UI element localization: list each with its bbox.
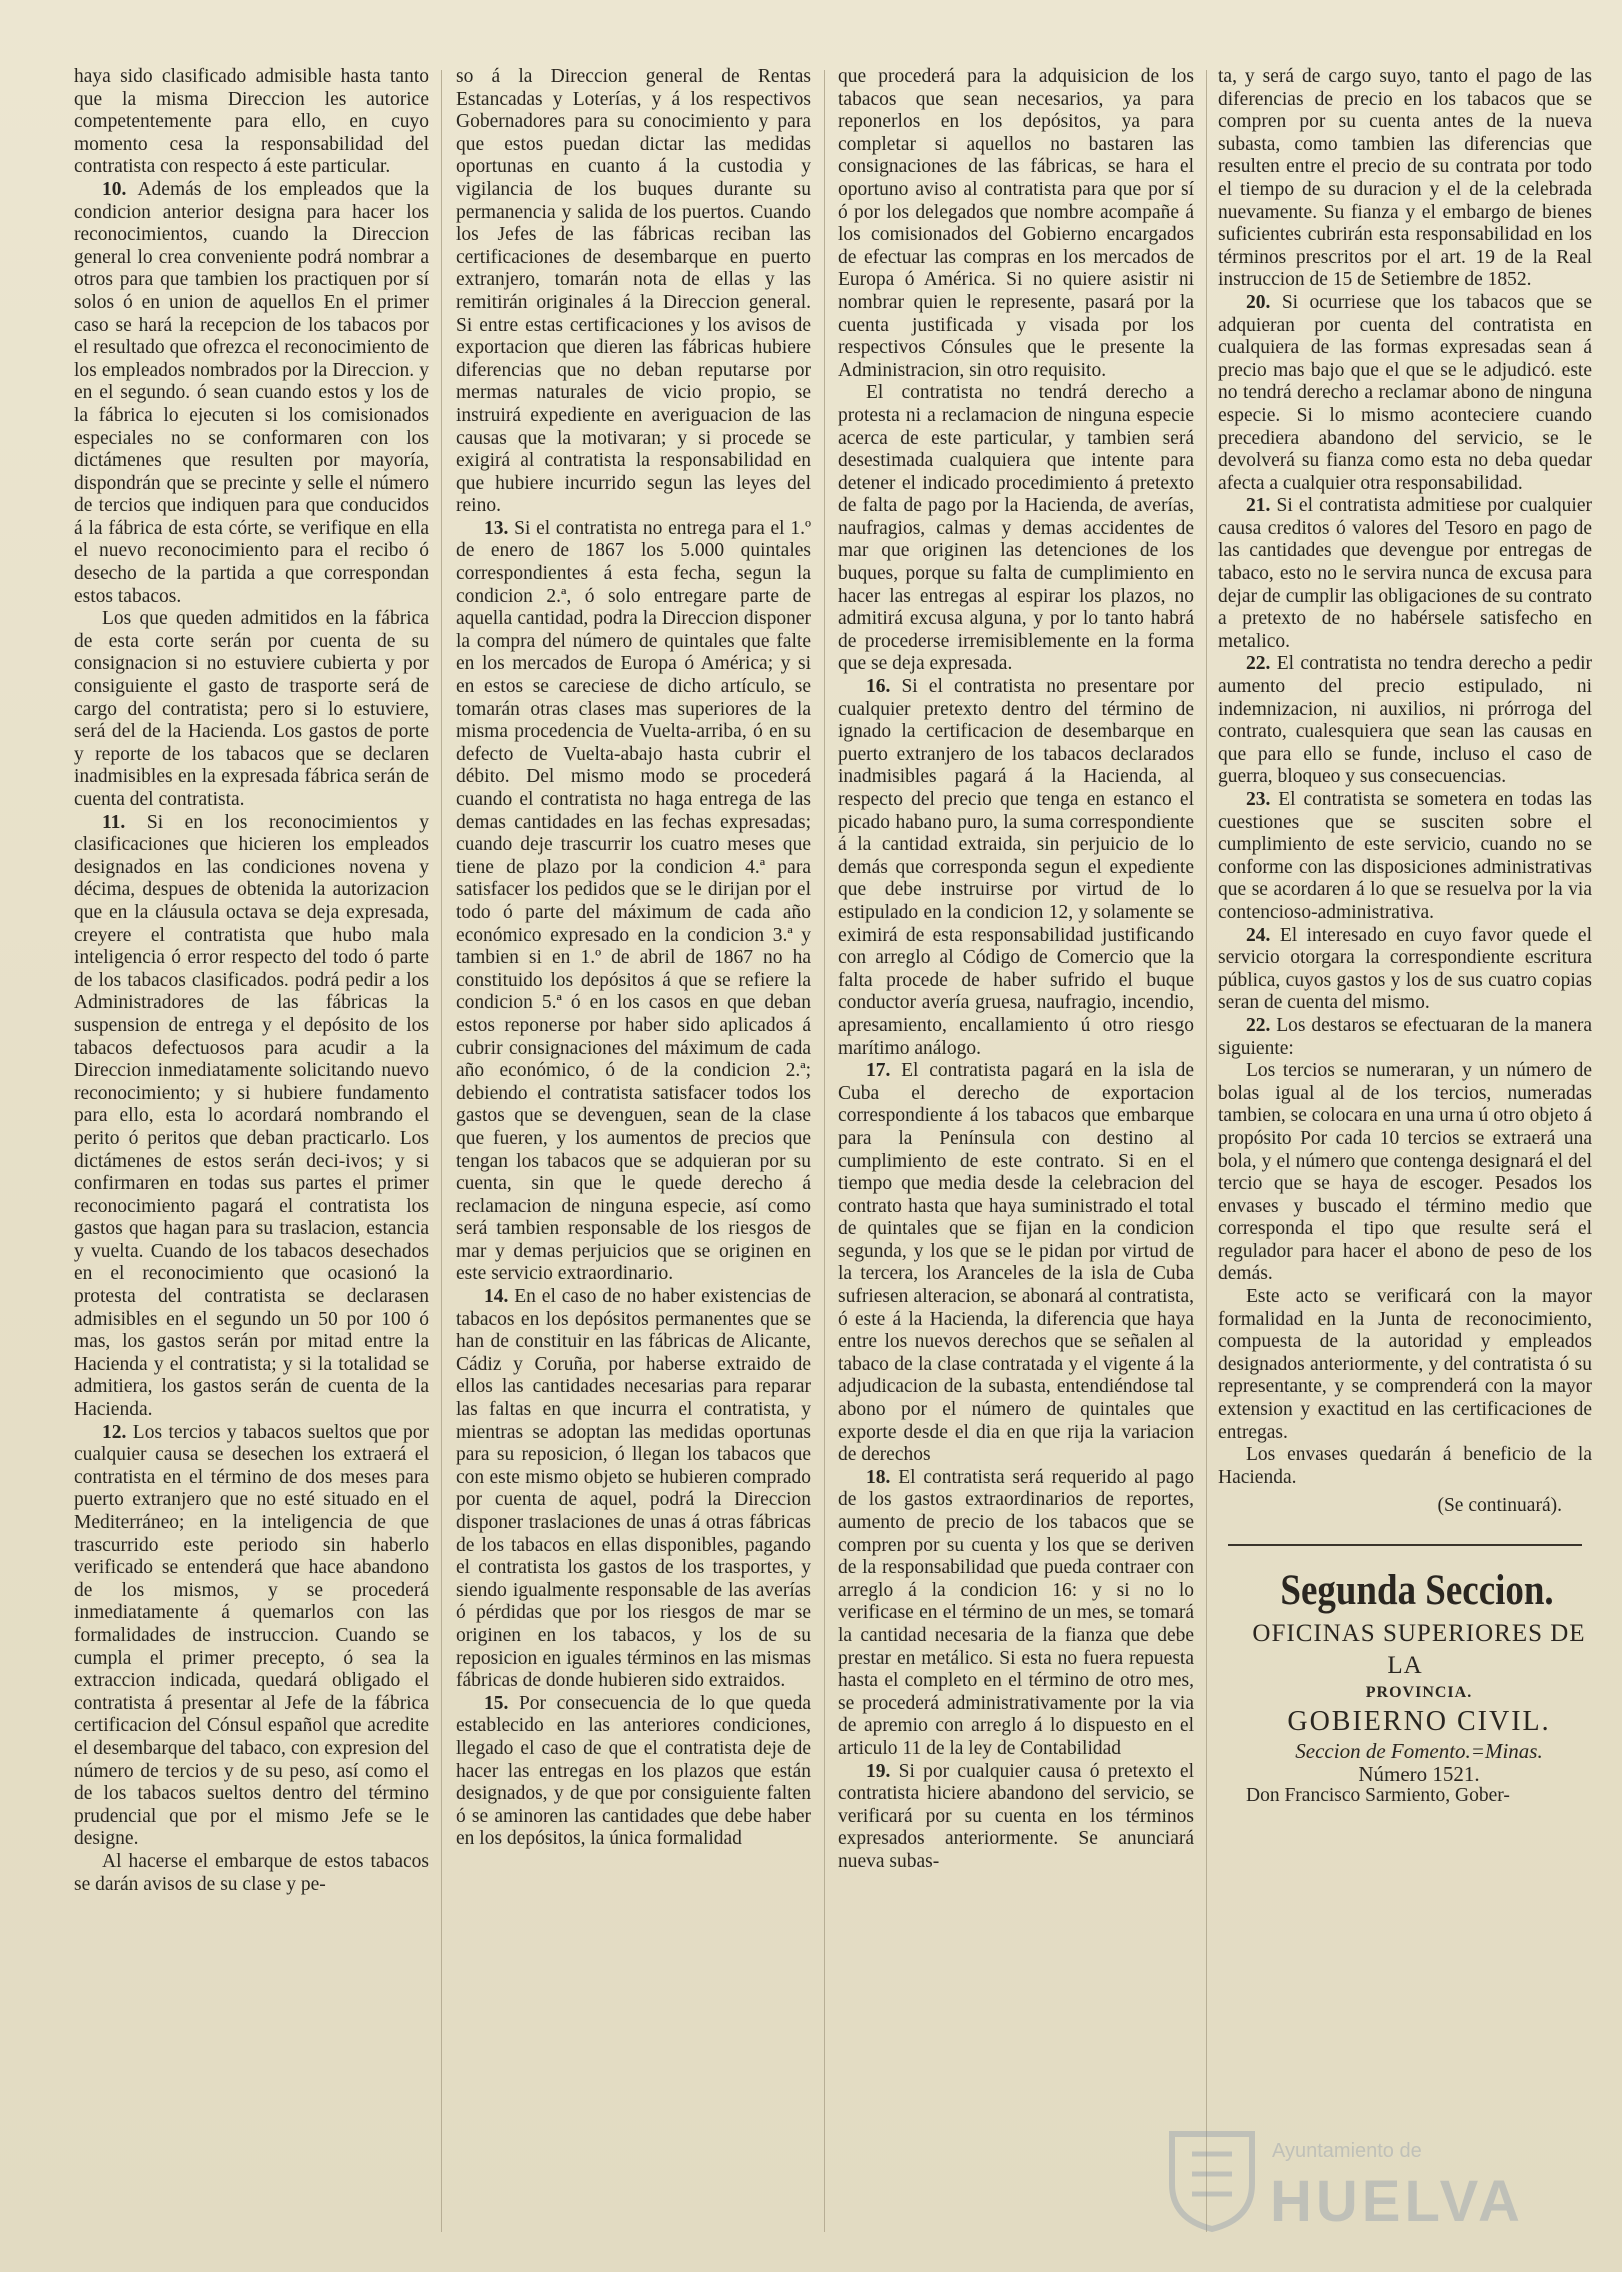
paragraph (74, 66, 429, 179)
paragraph-text: El contratista será requerido al pago de los gastos extraordinarios de reportes, aumento de precio de los tabacos que se compren por su cuenta y los que se deriven de la responsabilidad que pueda contraer con arreglo á la condicion 16: y si no lo verificase en el término de un mes, se tomará la cantidad necesaria de la fianza que debe prestar en metálico. Si esta no fuera repuesta hasta el completo en el término de otro mes, se procederá administrativamente por la via de apremio con arreglo á lo dispuesto en el articulo 11 de la ley de Contabilidad (838, 1466, 1194, 1759)
paragraph-text: Si el contratista no presentare por cualquier pretexto dentro del término de ignado la certificacion de desembarque en puerto extranjero de los tabacos declarados inadmisibles pagará á la Hacienda, al respecto del precio que tenga en estanco el picado habano puro, la suma correspondiente á la cantidad extraida, sin perjuicio de lo demás que corresponda segun el expediente que debe instruirse por virtud de lo estipulado en la condicion 12, y solamente se eximirá de esta responsabilidad justificando con arreglo al Código de Comercio que la falta procede de haber sufrido el buque conductor avería gruesa, naufragio, incendio, apresamiento, encallamiento ú otro riesgo marítimo análogo. (838, 676, 1194, 1059)
subsection-heading: Seccion de Fomento.=Minas. (1295, 1739, 1543, 1763)
paragraph-text: El contratista no tendrá derecho a protesta ni a reclamacion de ninguna especie acerca de este particular, y tambien será desestimada cualquiera que intente para detener el indicado procedimiento á pretexto de falta de pago por la Hacienda, de averías, naufragios, calmas y demas accidentes de mar que originen las detenciones de los buques, porque su falta de cumplimiento en hacer las entregas al espirar los plazos, no admitirá excusa alguna, y por lo tanto habrá de procederse irremisiblemente en la forma que se deja expresada. (838, 382, 1194, 675)
paragraph (1218, 1015, 1592, 1060)
clause-number: 12. (102, 1421, 127, 1443)
paragraph-text: Si en los reconocimientos y clasificaciones que hicieren los empleados designados en las condiciones novena y décima, despues de obtenida la autorizacion que en la cláusula octava se deja expresada, creyere el contratista que hubo mala inteligencia ó error respecto del todo ó parte de los tabacos clasificados. podrá pedir a los Administradores de las fábricas la suspension de entrega y el depósito de los tabacos defectuosos para acudir a la Direccion inmediatamente solicitando nuevo reconocimiento; y si hubiere fundamento para ello, esta lo acordará nombrando el perito ó peritos que deban practicarlo. Los dictámenes de estos serán deci-ivos; y si confirmaren en todas sus partes el primer reconocimiento pagará el contratista los gastos que hagan para su traslacion, estancia y vuelta. Cuando de los tabacos desechados en el reconocimiento que ocasionó la protesta del contratista se declarasen admisibles en el segundo un 50 por 100 ó mas, los gastos serán por mitad entre la Hacienda y el contratista; y si la totalidad se admitiera, los gastos serán de cuenta de la Hacienda. (74, 811, 429, 1421)
section-rule (1228, 1544, 1582, 1546)
clause-number: 19. (866, 1760, 891, 1782)
paragraph (1218, 292, 1592, 495)
paragraph-text: El interesado en cuyo favor quede el servicio otorgara la correspondiente escritura pública, cuyos gastos y los de sus cuatro copias seran de cuenta del mismo. (1218, 924, 1592, 1014)
paragraph (838, 66, 1194, 382)
paragraph (456, 1286, 811, 1693)
column-4-paragraphs (1218, 66, 1592, 1489)
clause-number: 13. (484, 517, 509, 539)
clause-number: 22. (1246, 1014, 1271, 1036)
paragraph-text: En el caso de no haber existencias de tabacos en los depósitos permanentes que se han de constituir en las fábricas de Alicante, Cádiz y Coruña, por haberse extraido de ellos las cantidades necesarias para reparar las faltas en que incurra el contratista, y mientras se adoptan las medidas oportunas para su reposicion, ó llegan los tabacos que con este mismo objeto se hubieren comprado por cuenta de aquel, podrá la Direccion disponer traslaciones de unas á otras fábricas de los tabacos en ellas disponibles, pagando el contratista los gastos de los trasportes, y siendo igualmente responsable de las averías ó pérdidas que por los riesgos de mar se originen en los tabacos, y los de su reposicion en iguales términos en las mismas fábricas de donde hubieren sido extraidos. (456, 1286, 811, 1692)
paragraph (838, 1761, 1194, 1874)
paragraph-text: El contratista pagará en la isla de Cuba el derecho de exportacion correspondiente á los tabacos que embarque para la Península con destino al cumplimiento de este contrato. Si en el tiempo que media desde la celebracion del contrato hasta que haya suministrado el total de quintales que se fijan en la condicion segunda, y los que se le pidan por virtud de la tercera, los Aranceles de la isla de Cuba sufriesen alteracion, se abonará al contratista, ó este á la Hacienda, la diferencia que haya entre los nuevos derechos que se señalen al tabaco de la clase contratada y el vigente á la adjudicacion de la subasta, entendiéndose tal abono por el número de quintales que exporte desde el dia en que rija la variacion de derechos (838, 1060, 1194, 1466)
paragraph (74, 179, 429, 608)
paragraph-text: Al hacerse el embarque de estos tabacos se darán avisos de su clase y pe- (74, 1850, 429, 1895)
paragraph-text: Los que queden admitidos en la fábrica de esta corte serán por cuenta de su consignacion si no estuviere cubierta y por consiguiente el gasto de trasporte será de cargo del contratista; pero si lo estuviere, será del de la Hacienda. Los gastos de porte y reporte de los tabacos que se declaren inadmisibles en la expresada fábrica serán de cuenta del contratista. (74, 608, 429, 810)
text-column-2 (456, 66, 811, 2236)
government-heading: GOBIERNO CIVIL. (1287, 1706, 1551, 1737)
column-divider (824, 70, 825, 2232)
office-heading: OFICINAS SUPERIORES DE LA (1252, 1620, 1586, 1679)
paragraph-text: Si el contratista no entrega para el 1.º de enero de 1867 los 5.000 quintales correspondientes á esta fecha, segun la condicion 2.ª, ó solo entregare parte de aquella cantidad, podra la Direccion disponer la compra del número de quintales que falte en los mercados de Europa ó América; y si en estos se careciese de dicho artículo, se tomarán otras clases mas superiores de la misma procedencia de Vuelta-arriba, ó en su defecto de Vuelta-abajo hasta cubrir el débito. Del mismo modo se procederá cuando el contratista no haga entrega de las demas cantidades en las fechas expresadas; cuando deje trascurrir los cuatro meses que tiene de plazo por la condicion 4.ª para satisfacer los pedidos que se le dirijan por el todo ó parte del máximum de cada año económico expresado en la condicion 3.ª y tambien si en 1.º de abril de 1867 no ha constituido los depósitos á que se refiere la condicion 5.ª ó en los casos en que deban estos reponerse por haber sido aplicados á cubrir consignaciones del máximum de cada año económico, ó de la condicion 2.ª; debiendo el contratista satisfacer todos los gastos que se devenguen, sean de la clase que fueren, y los aumentos de precios que tengan los tabacos que se adquieran por su cuenta, sin que le quede derecho á reclamacion de ninguna especie, así como será tambien responsable de los riesgos de mar y demas perjuicios que se originen en este servicio extraordinario. (456, 517, 811, 1285)
paragraph-text: Los envases quedarán á beneficio de la Hacienda. (1218, 1444, 1592, 1488)
clause-number: 22. (1246, 653, 1271, 675)
paragraph-text: El contratista no tendra derecho a pedir aumento del precio estipulado, ni indemnizacion, ni auxilios, ni prórroga del contrato, cualesquiera que sean las causas en que para ello se funde, incluso el caso de guerra, bloqueo y sus consecuencias. (1218, 653, 1592, 788)
paragraph (838, 1467, 1194, 1761)
paragraph (74, 812, 429, 1422)
paragraph (456, 66, 811, 518)
paragraph-text: Si ocurriese que los tabacos que se adquieran por cuenta del contratista en cualquiera de las formas expresadas sean á precio mas bajo que el que se le adjudicó. este no tendrá derecho a reclamar abono de ninguna especie. Si lo mismo aconteciere cuando precediera abandono del servicio, se le devolverá su fianza como esta no deba quedar afecta a cualquier otra responsabilidad. (1218, 291, 1592, 494)
notice-first-line: Don Francisco Sarmiento, Gober- (1246, 1785, 1510, 1807)
paragraph (838, 676, 1194, 1060)
clause-number: 20. (1246, 291, 1271, 313)
clause-number: 17. (866, 1060, 891, 1082)
paragraph-text: Los tercios y tabacos sueltos que por cualquier causa se desechen los extraerá el contratista en el término de dos meses para puerto extranjero que no esté situado en el Mediterráneo; en la inteligencia de que trascurrido este periodo sin haberlo verificado se entenderá que hace abandono de los mismos, y se procederá inmediatamente á quemarlos con las formalidades de instruccion. Cuando se cumpla el primer precepto, ó sea la extraccion indicada, quedará obligado el contratista á presentar al Jefe de la fábrica certificacion del Cónsul español que acredite el desembarque del tabaco, con expresion del número de tercios y de su peso, así como el de los tabacos sueltos dentro del término prudencial que por el mismo Jefe se le designe. (74, 1421, 429, 1850)
text-column-1 (74, 66, 429, 2236)
paragraph (74, 1422, 429, 1851)
paragraph (456, 1693, 811, 1851)
clause-number: 18. (866, 1466, 891, 1488)
clause-number: 10. (102, 178, 127, 200)
paragraph (1218, 66, 1592, 292)
watermark-top: Ayuntamiento de (1272, 2140, 1422, 2162)
text-column-4 (1218, 66, 1592, 2236)
paragraph (1218, 1444, 1592, 1489)
paragraph-text: Los tercios se numeraran, y un número de bolas igual al de los tercios, numeradas tambien, se colocara en una urna ú otro objeto á propósito Por cada 10 tercios se extraerá una bola, y el número que contenga designará el del tercio que se haya de escoger. Pesados los envases y buscado el término medio que corresponda el tipo que resulte será el regulador para hacer el abono de peso de los demás. (1218, 1060, 1592, 1285)
column-divider (441, 70, 442, 2232)
notice-number: Número 1521. (1358, 1761, 1480, 1786)
paragraph (838, 382, 1194, 676)
clause-number: 23. (1246, 789, 1271, 810)
paragraph-text: El contratista se sometera en todas las cuestiones que se susciten sobre el cumplimiento de este servicio, cuando no se conforme con las disposiciones administrativas que se acordaren á lo que se resuelva por la via contencioso-administrativa. (1218, 789, 1592, 923)
watermark-main: HUELVA (1270, 2169, 1524, 2234)
section-title: Segunda Seccion. (1280, 1567, 1554, 1614)
paragraph (1218, 653, 1592, 789)
paragraph-text: que procederá para la adquisicion de los tabacos que sean necesarios, ya para reponerlos en los depósitos, ya para completar si aquellos no bastaren las consignaciones de las fábricas, se hara el oportuno aviso al contratista para que por sí ó por los delegados que nombre acompañe á los comisionados del Gobierno encargados de efectuar las compras en los mercados de Europa ó América. Si no quiere asistir ni nombrar quien le represente, pasará por la cuenta justificada y visada por los respectivos Cónsules que le presente la Administracion, sin otro requisito. (838, 66, 1194, 381)
paragraph (74, 608, 429, 811)
clause-number: 11. (102, 811, 126, 833)
paragraph (1218, 789, 1592, 925)
paragraph (456, 518, 811, 1286)
column-divider (1206, 70, 1207, 2232)
paragraph-text: Los destaros se efectuaran de la manera siguiente: (1218, 1014, 1592, 1059)
paragraph (838, 1060, 1194, 1467)
paragraph (1218, 495, 1592, 653)
office-subheading: PROVINCIA. (1365, 1684, 1473, 1701)
paragraph-text: Si por cualquier causa ó pretexto el contratista hiciere abandono del servicio, se verificará por su cuenta en los términos expresados anteriormente. Se anunciará nueva subas- (838, 1760, 1194, 1872)
paragraph (1218, 925, 1592, 1015)
text-column-3 (838, 66, 1194, 2236)
paragraph-text: Este acto se verificará con la mayor formalidad en la Junta de reconocimiento, compuesta de la autoridad y empleados designados anteriormente, y del contratista ó su representante, y se comprenderá con la mayor extension y exactitud en las certificaciones de entregas. (1218, 1286, 1592, 1443)
clause-number: 24. (1246, 924, 1271, 946)
paragraph-text: Por consecuencia de lo que queda establecido en las anteriores condiciones, llegado el caso de que el contratista deje de hacer las entregas en los plazos que están designados, y de que por consiguiente falten ó se aminoren las cantidades que debe haber en los depósitos, la única formalidad (456, 1692, 811, 1850)
paragraph (1218, 1060, 1592, 1286)
clause-number: 14. (484, 1286, 509, 1308)
clause-number: 21. (1246, 495, 1271, 517)
paragraph-text: Además de los empleados que la condicion anterior designa para hacer los reconocimientos, cuando la Direccion general lo crea conveniente podrá nombrar a otros para que tambien los practiquen por sí solos ó en union de aquellos En el primer caso se hará la recepcion de los tabacos por el resultado que ofrezca el reconocimiento de los empleados nombrados por la Direccion. y en el segundo. ó sean cuando estos y los de la fábrica lo ejecuten si los comisionados especiales no se conformaren con los dictámenes que resulten por mayoría, dispondrán que se precinte y selle el número de tercios que indiquen para que conducidos á la fábrica de esta córte, se verifique en ella el nuevo reconocimiento para el recibo ó desecho de la partida a que correspondan estos tabacos. (74, 178, 429, 607)
continuation-note: (Se continuará). (1437, 1495, 1562, 1517)
clause-number: 15. (484, 1692, 509, 1714)
paragraph-text: ta, y será de cargo suyo, tanto el pago de las diferencias de precio en los tabacos que se compren por su cuenta antes de la nueva subasta, como tambien las diferencias que resulten entre el precio de su contrata por todo el tiempo de su duracion y el de la celebrada nuevamente. Su fianza y el embargo de bienes suficientes cubrirán esta responsabilidad en los términos prescritos por el art. 19 de la Real instruccion de 15 de Setiembre de 1852. (1218, 66, 1592, 291)
paragraph (74, 1851, 429, 1896)
paragraph-text: haya sido clasificado admisible hasta tanto que la misma Direccion les autorice competentemente para ello, en cuyo momento cesa la responsabilidad del contratista con respecto á este particular. (74, 66, 429, 178)
paragraph-text: so á la Direccion general de Rentas Estancadas y Loterías, y á los respectivos Gobernadores para su conocimiento y para que estos puedan dictar las medidas oportunas en cuanto á la custodia y vigilancia de los buques durante su permanencia y salida de los puertos. Cuando los Jefes de las fábricas reciban las certificaciones de desembarque en puerto extranjero, tomarán nota de ellas y las remitirán originales á la Direccion general. Si entre estas certificaciones y los avisos de exportacion que dieren las fábricas hubiere diferencias que no deban reputarse por mermas naturales de vicio propio, se instruirá expediente en averiguacion de las causas que la motivaran; y si procede se exigirá al contratista la responsabilidad en que hubiere incurrido segun las leyes del reino. (456, 66, 811, 517)
paragraph-text: Si el contratista admitiese por cualquier causa creditos ó valores del Tesoro en pago de las cantidades que devengue por entregas de tabaco, esto no le servira nunca de excusa para dejar de cumplir las obligaciones de su contrato a pretexto de no habérsele satisfecho en metalico. (1218, 495, 1592, 652)
clause-number: 16. (866, 676, 891, 698)
paragraph (1218, 1286, 1592, 1444)
